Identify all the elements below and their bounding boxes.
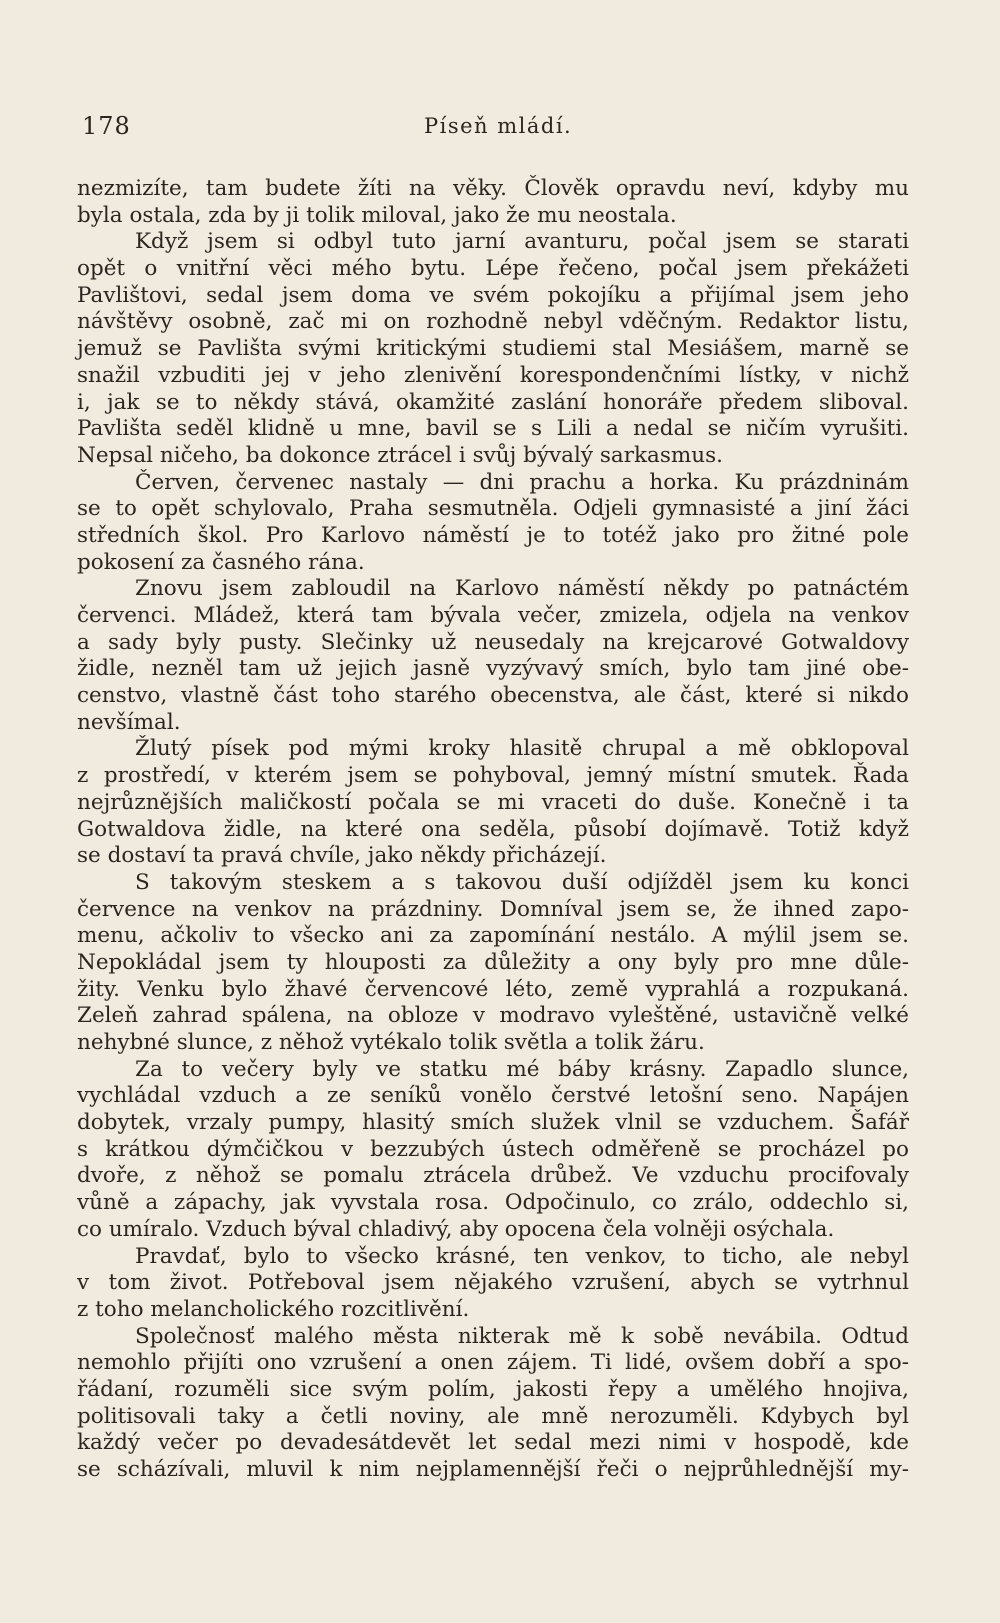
- text-line: censtvo, vlastně část toho starého obecenstva, ale část, které si nikdo: [77, 683, 909, 709]
- text-line: se to opět schylovalo, Praha sesmutněla. Odjeli gymnasisté a jiní žáci: [77, 496, 909, 522]
- text-line: Pavlištovi, sedal jsem doma ve svém pokojíku a přijímal jsem jeho: [77, 282, 909, 308]
- text-line: politisovali taky a četli noviny, ale mně nerozuměli. Kdybych byl: [77, 1403, 909, 1429]
- text-line: pokosení za časného rána.: [77, 549, 365, 575]
- text-line: opět o vnitřní věci mého bytu. Lépe řečeno, počal jsem překážeti: [77, 256, 909, 282]
- text-line: července na venkov na prázdniny. Domníval jsem se, že ihned zapo-: [77, 896, 909, 922]
- text-line: snažil vzbuditi jej v jeho zlenivění korespondenčními lístky, v nichž: [77, 362, 909, 388]
- text-line: S takovým steskem a s takovou duší odjížděl jsem ku konci: [135, 869, 909, 895]
- text-line: nemohlo přijíti ono vzrušení a onen zájem. Ti lidé, ovšem dobří a spo-: [77, 1350, 909, 1376]
- text-line: z toho melancholického rozcitlivění.: [77, 1296, 470, 1322]
- page-header: [82, 112, 922, 148]
- text-line: řádaní, rozuměli sice svým polím, jakosti řepy a umělého hnojiva,: [77, 1376, 909, 1402]
- text-line: Pravdať, bylo to všecko krásné, ten venkov, to ticho, ale nebyl: [135, 1243, 909, 1269]
- text-line: návštěvy osobně, zač mi on rozhodně nebyl vděčným. Redaktor listu,: [77, 309, 909, 335]
- text-line: Znovu jsem zabloudil na Karlovo náměstí někdy po patnáctém: [135, 576, 909, 602]
- text-line: vychládal vzduch a ze seníků vonělo čerstvé letošní seno. Napájen: [77, 1083, 909, 1109]
- text-line: červenci. Mládež, která tam bývala večer, zmizela, odjela na venkov: [77, 603, 909, 628]
- text-line: byla ostala, zda by ji tolik miloval, jako že mu neostala.: [77, 202, 677, 228]
- text-line: co umíralo. Vzduch býval chladivý, aby opocena čela volněji osýchala.: [77, 1216, 835, 1242]
- text-line: Žlutý písek pod mými kroky hlasitě chrupal a mě obklopoval: [135, 736, 909, 762]
- text-line: menu, ačkoliv to všecko ani za zapomínání nestálo. A mýlil jsem se.: [77, 923, 909, 949]
- text-line: Když jsem si odbyl tuto jarní avanturu, počal jsem se starati: [135, 229, 909, 255]
- text-line: Nepsal ničeho, ba dokonce ztrácel i svůj bývalý sarkasmus.: [77, 442, 723, 468]
- text-line: Nepokládal jsem ty hlouposti za důležity a ony byly pro mne důle-: [77, 949, 909, 975]
- text-line: i, jak se to někdy stává, okamžité zaslání honoráře předem sliboval.: [77, 389, 909, 415]
- text-line: každý večer po devadesátdevět let sedal mezi nimi v hospodě, kde: [77, 1430, 909, 1456]
- body-text: [77, 176, 909, 1484]
- text-line: Červen, červenec nastaly — dni prachu a horka. Ku prázdninám: [135, 469, 909, 495]
- text-line: se scházívali, mluvil k nim nejplamennější řeči o nejprůhlednější my-: [77, 1457, 909, 1482]
- text-line: židle, nezněl tam už jejich jasně vyzývavý smích, bylo tam jiné obe-: [77, 656, 909, 682]
- text-line: v tom život. Potřeboval jsem nějakého vzrušení, abych se vytrhnul: [77, 1270, 909, 1296]
- text-line: Pavlišta seděl klidně u mne, bavil se s Lili a nedal se ničím vyrušiti.: [77, 416, 909, 442]
- text-line: dobytek, vrzaly pumpy, hlasitý smích služek vlnil se vzduchem. Šafář: [77, 1110, 909, 1136]
- page-number: 178: [82, 112, 131, 140]
- text-line: Za to večery byly ve statku mé báby krásny. Zapadlo slunce,: [135, 1056, 909, 1082]
- text-line: Zeleň zahrad spálena, na obloze v modravo vyleštěné, ustavičně velké: [77, 1003, 909, 1029]
- text-line: žity. Venku bylo žhavé červencové léto, země vyprahlá a rozpukaná.: [77, 976, 909, 1002]
- text-line: jemuž se Pavlišta svými kritickými studiemi stal Mesiášem, marně se: [77, 336, 909, 362]
- text-line: vůně a zápachy, jak vyvstala rosa. Odpočinulo, co zrálo, oddechlo si,: [77, 1190, 909, 1216]
- text-line: dvoře, z něhož se pomalu ztrácela drůbež. Ve vzduchu procifovaly: [77, 1163, 909, 1189]
- text-line: a sady byly pusty. Slečinky už neusedaly na krejcarové Gotwaldovy: [77, 629, 909, 655]
- text-line: nezmizíte, tam budete žíti na věky. Člověk opravdu neví, kdyby mu: [77, 176, 909, 201]
- text-line: středních škol. Pro Karlovo náměstí je to totéž jako pro žitné pole: [77, 522, 909, 548]
- text-line: Gotwaldova židle, na které ona seděla, působí dojímavě. Totiž když: [77, 816, 909, 842]
- running-title: Píseň mládí.: [424, 114, 573, 138]
- text-line: Společnosť malého města nikterak mě k sobě nevábila. Odtud: [135, 1323, 909, 1349]
- text-line: nevšímal.: [77, 709, 181, 735]
- text-line: z prostředí, v kterém jsem se pohyboval, jemný místní smutek. Řada: [77, 763, 909, 789]
- text-line: nehybné slunce, z něhož vytékalo tolik světla a tolik žáru.: [77, 1030, 705, 1055]
- text-line: s krátkou dýmčičkou v bezzubých ústech odměřeně se procházel po: [77, 1136, 909, 1162]
- text-line: se dostaví ta pravá chvíle, jako někdy přicházejí.: [77, 843, 607, 869]
- text-line: nejrůznějších maličkostí počala se mi vraceti do duše. Konečně i ta: [77, 789, 909, 815]
